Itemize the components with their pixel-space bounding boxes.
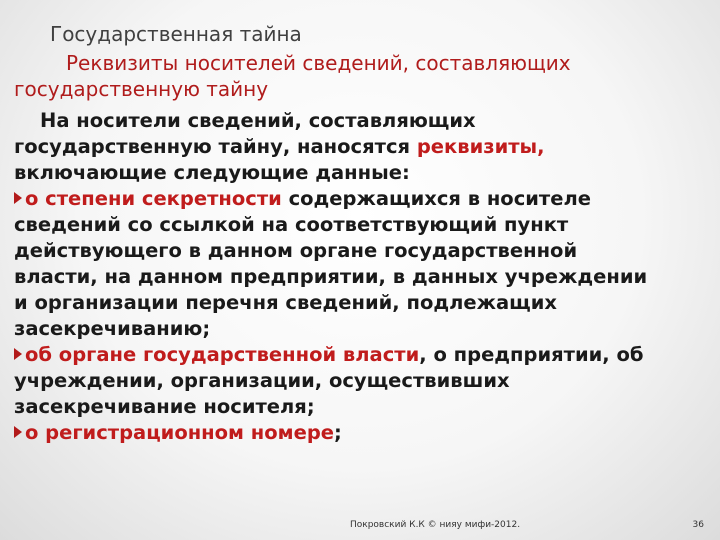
intro-paragraph — [14, 108, 704, 186]
bullet-1-line-2: сведений со ссылкой на соответствующий пункт — [14, 213, 569, 236]
bullet-item-authority — [14, 342, 704, 420]
bullet-1-line-3: действующего в данном органе государственной — [14, 239, 578, 262]
bullet-3-highlight: о регистрационном номере — [25, 421, 335, 444]
intro-line-1-text: На носители сведений, составляющих — [40, 109, 476, 132]
bullet-2-line-1-text: , о предприятии, об — [419, 343, 644, 366]
intro-line-1 — [14, 108, 704, 134]
subtitle-line-2: государственную тайну — [14, 77, 269, 101]
subtitle-line-1: Реквизиты носителей сведений, составляющих — [66, 51, 571, 75]
slide-subtitle — [14, 50, 674, 102]
bullet-1-highlight: о степени секретности — [25, 187, 282, 210]
bullet-item-secrecy — [14, 186, 704, 342]
slide-body — [14, 108, 704, 446]
bullet-1-line-1-text: содержащихся в носителе — [281, 187, 591, 210]
intro-line-3: включающие следующие данные: — [14, 161, 410, 184]
page-number: 36 — [692, 520, 704, 530]
bullet-2-line-3: засекречивание носителя; — [14, 395, 315, 418]
bullet-2-highlight: об органе государственной власти — [25, 343, 420, 366]
bullet-1-line-5: и организации перечня сведений, подлежащих — [14, 291, 557, 314]
intro-line-2 — [14, 134, 704, 160]
bullet-2-line-1 — [14, 342, 704, 368]
bullet-arrow-icon — [14, 348, 22, 360]
bullet-3-line-1 — [14, 420, 704, 446]
bullet-1-line-6: засекречиванию; — [14, 317, 211, 340]
intro-line-2-text: государственную тайну, наносятся — [14, 135, 417, 158]
section-title: Государственная тайна — [50, 22, 302, 46]
requisites-highlight: реквизиты, — [416, 135, 545, 158]
bullet-3-line-1-text: ; — [334, 421, 342, 444]
bullet-1-line-4: власти, на данном предприятии, в данных учреждении — [14, 265, 648, 288]
footer-author: Покровский К.К © нияу мифи-2012. — [350, 520, 521, 530]
bullet-arrow-icon — [14, 426, 22, 438]
bullet-item-registration — [14, 420, 704, 446]
bullet-1-line-1 — [14, 186, 704, 212]
bullet-2-line-2: учреждении, организации, осуществивших — [14, 369, 510, 392]
bullet-arrow-icon — [14, 192, 22, 204]
